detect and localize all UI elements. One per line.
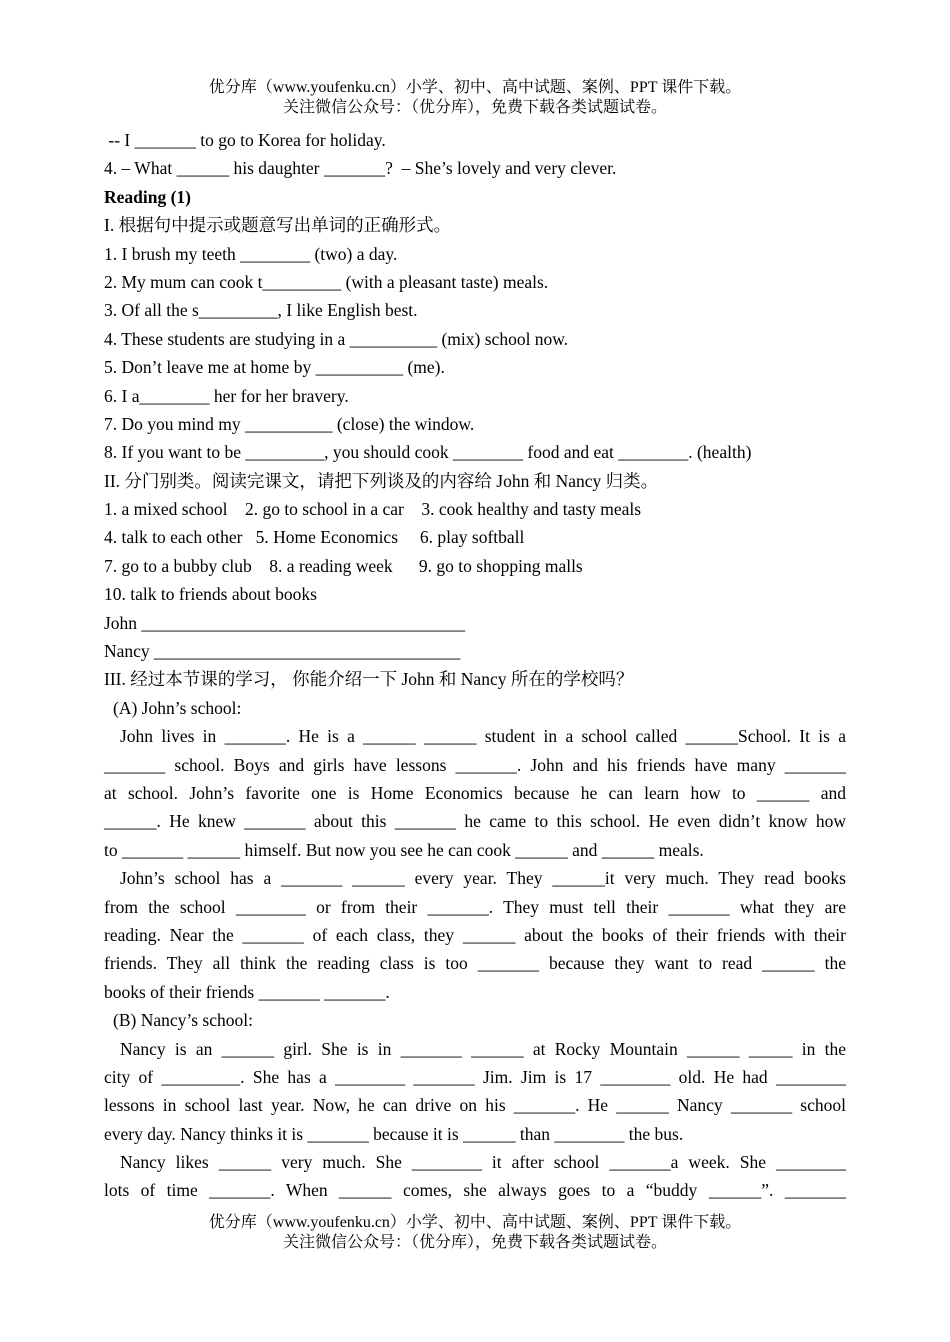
section-1-item: 1. I brush my teeth ________ (two) a day.	[104, 243, 398, 264]
paragraph-line: from the school ________ or from their _______. They must tell their _______ what they are	[104, 896, 846, 917]
part-a-paragraph-2	[104, 864, 846, 1006]
section-2-row: 7. go to a bubby club 8. a reading week 9. go to shopping malls	[104, 555, 583, 576]
section-2-row: 10. talk to friends about books	[104, 584, 317, 605]
question-4: 4. – What ______ his daughter _______? – She’s lovely and very clever.	[104, 158, 617, 179]
paragraph-line: John’s school has a _______ ______ every year. They ______it very much. They read books	[120, 868, 846, 889]
section-1-item: 6. I a________ her for her bravery.	[104, 385, 349, 406]
part-a-title: (A) John’s school:	[113, 697, 242, 718]
paragraph-line: lots of time _______. When ______ comes, she always goes to a “buddy ______”. _______	[104, 1180, 846, 1201]
reading-title: Reading (1)	[104, 186, 192, 207]
nancy-answer-line: Nancy ___________________________________	[104, 641, 461, 662]
john-answer-line: John _____________________________________	[104, 612, 466, 633]
section-1-item: 7. Do you mind my __________ (close) the window.	[104, 413, 475, 434]
part-b-paragraph-2	[104, 1148, 846, 1205]
section-1-item: 8. If you want to be _________, you should cook ________ food and eat ________. (health)	[104, 442, 752, 463]
paragraph-line: ______. He knew _______ about this _______ he came to this school. He even didn’t know how	[104, 811, 846, 832]
section-1-item: 4. These students are studying in a __________ (mix) school now.	[104, 328, 569, 349]
paragraph-line: to _______ ______ himself. But now you see he can cook ______ and ______ meals.	[104, 839, 704, 860]
header-line-2: 关注微信公众号：（优分库），免费下载各类试题试卷。	[282, 99, 667, 116]
section-2-row: 1. a mixed school 2. go to school in a car 3. cook healthy and tasty meals	[104, 499, 642, 520]
section-1-item: 2. My mum can cook t_________ (with a pleasant taste) meals.	[104, 271, 549, 292]
section-2-title: II. 分门别类。阅读完课文，请把下列谈及的内容给 John 和 Nancy 归类。	[104, 470, 659, 491]
dialogue-line: -- I _______ to go to Korea for holiday.	[104, 130, 386, 150]
section-1-item: 3. Of all the s_________, I like English best.	[104, 300, 418, 321]
page-header	[0, 78, 950, 118]
section-3-title: III. 经过本节课的学习， 你能介绍一下 John 和 Nancy 所在的学校吗？	[104, 669, 634, 690]
paragraph-line: friends. They all think the reading class is too _______ because they want to read ______ the	[104, 953, 846, 974]
header-line-1: 优分库（www.youfenku.cn）小学、初中、高中试题、案例、PPT 课件下载。	[208, 79, 742, 96]
section-2-row: 4. talk to each other 5. Home Economics 6. play softball	[104, 527, 525, 548]
page-footer	[0, 1213, 950, 1253]
paragraph-line: Nancy is an ______ girl. She is in _______ ______ at Rocky Mountain ______ _____ in the	[120, 1038, 846, 1059]
paragraph-line: Nancy likes ______ very much. She ________ it after school _______a week. She ________	[120, 1152, 846, 1173]
paragraph-line: at school. John’s favorite one is Home Economics because he can learn how to ______ and	[104, 782, 846, 803]
paragraph-line: city of _________. She has a ________ _______ Jim. Jim is 17 ________ old. He had ________	[104, 1066, 846, 1087]
paragraph-line: lessons in school last year. Now, he can drive on his _______. He ______ Nancy _______ school	[104, 1095, 846, 1116]
section-1-title: I. 根据句中提示或题意写出单词的正确形式。	[104, 215, 452, 236]
footer-line-1: 优分库（www.youfenku.cn）小学、初中、高中试题、案例、PPT 课件下载。	[208, 1214, 742, 1231]
section-1-item: 5. Don’t leave me at home by __________ (me).	[104, 357, 445, 378]
paragraph-line: John lives in _______. He is a ______ ______ student in a school called ______School. It is a	[120, 726, 846, 747]
paragraph-line: reading. Near the _______ of each class, they ______ about the books of their friends with their	[104, 924, 846, 945]
worksheet-content	[104, 126, 846, 1205]
paragraph-line: _______ school. Boys and girls have lessons _______. John and his friends have many _______	[104, 754, 846, 775]
part-a-paragraph-1	[104, 722, 846, 864]
part-b-title: (B) Nancy’s school:	[113, 1010, 253, 1031]
paragraph-line: books of their friends _______ _______.	[104, 981, 390, 1002]
part-b-paragraph-1	[104, 1035, 846, 1149]
footer-line-2: 关注微信公众号：（优分库），免费下载各类试题试卷。	[282, 1234, 667, 1251]
paragraph-line: every day. Nancy thinks it is _______ because it is ______ than ________ the bus.	[104, 1123, 684, 1144]
